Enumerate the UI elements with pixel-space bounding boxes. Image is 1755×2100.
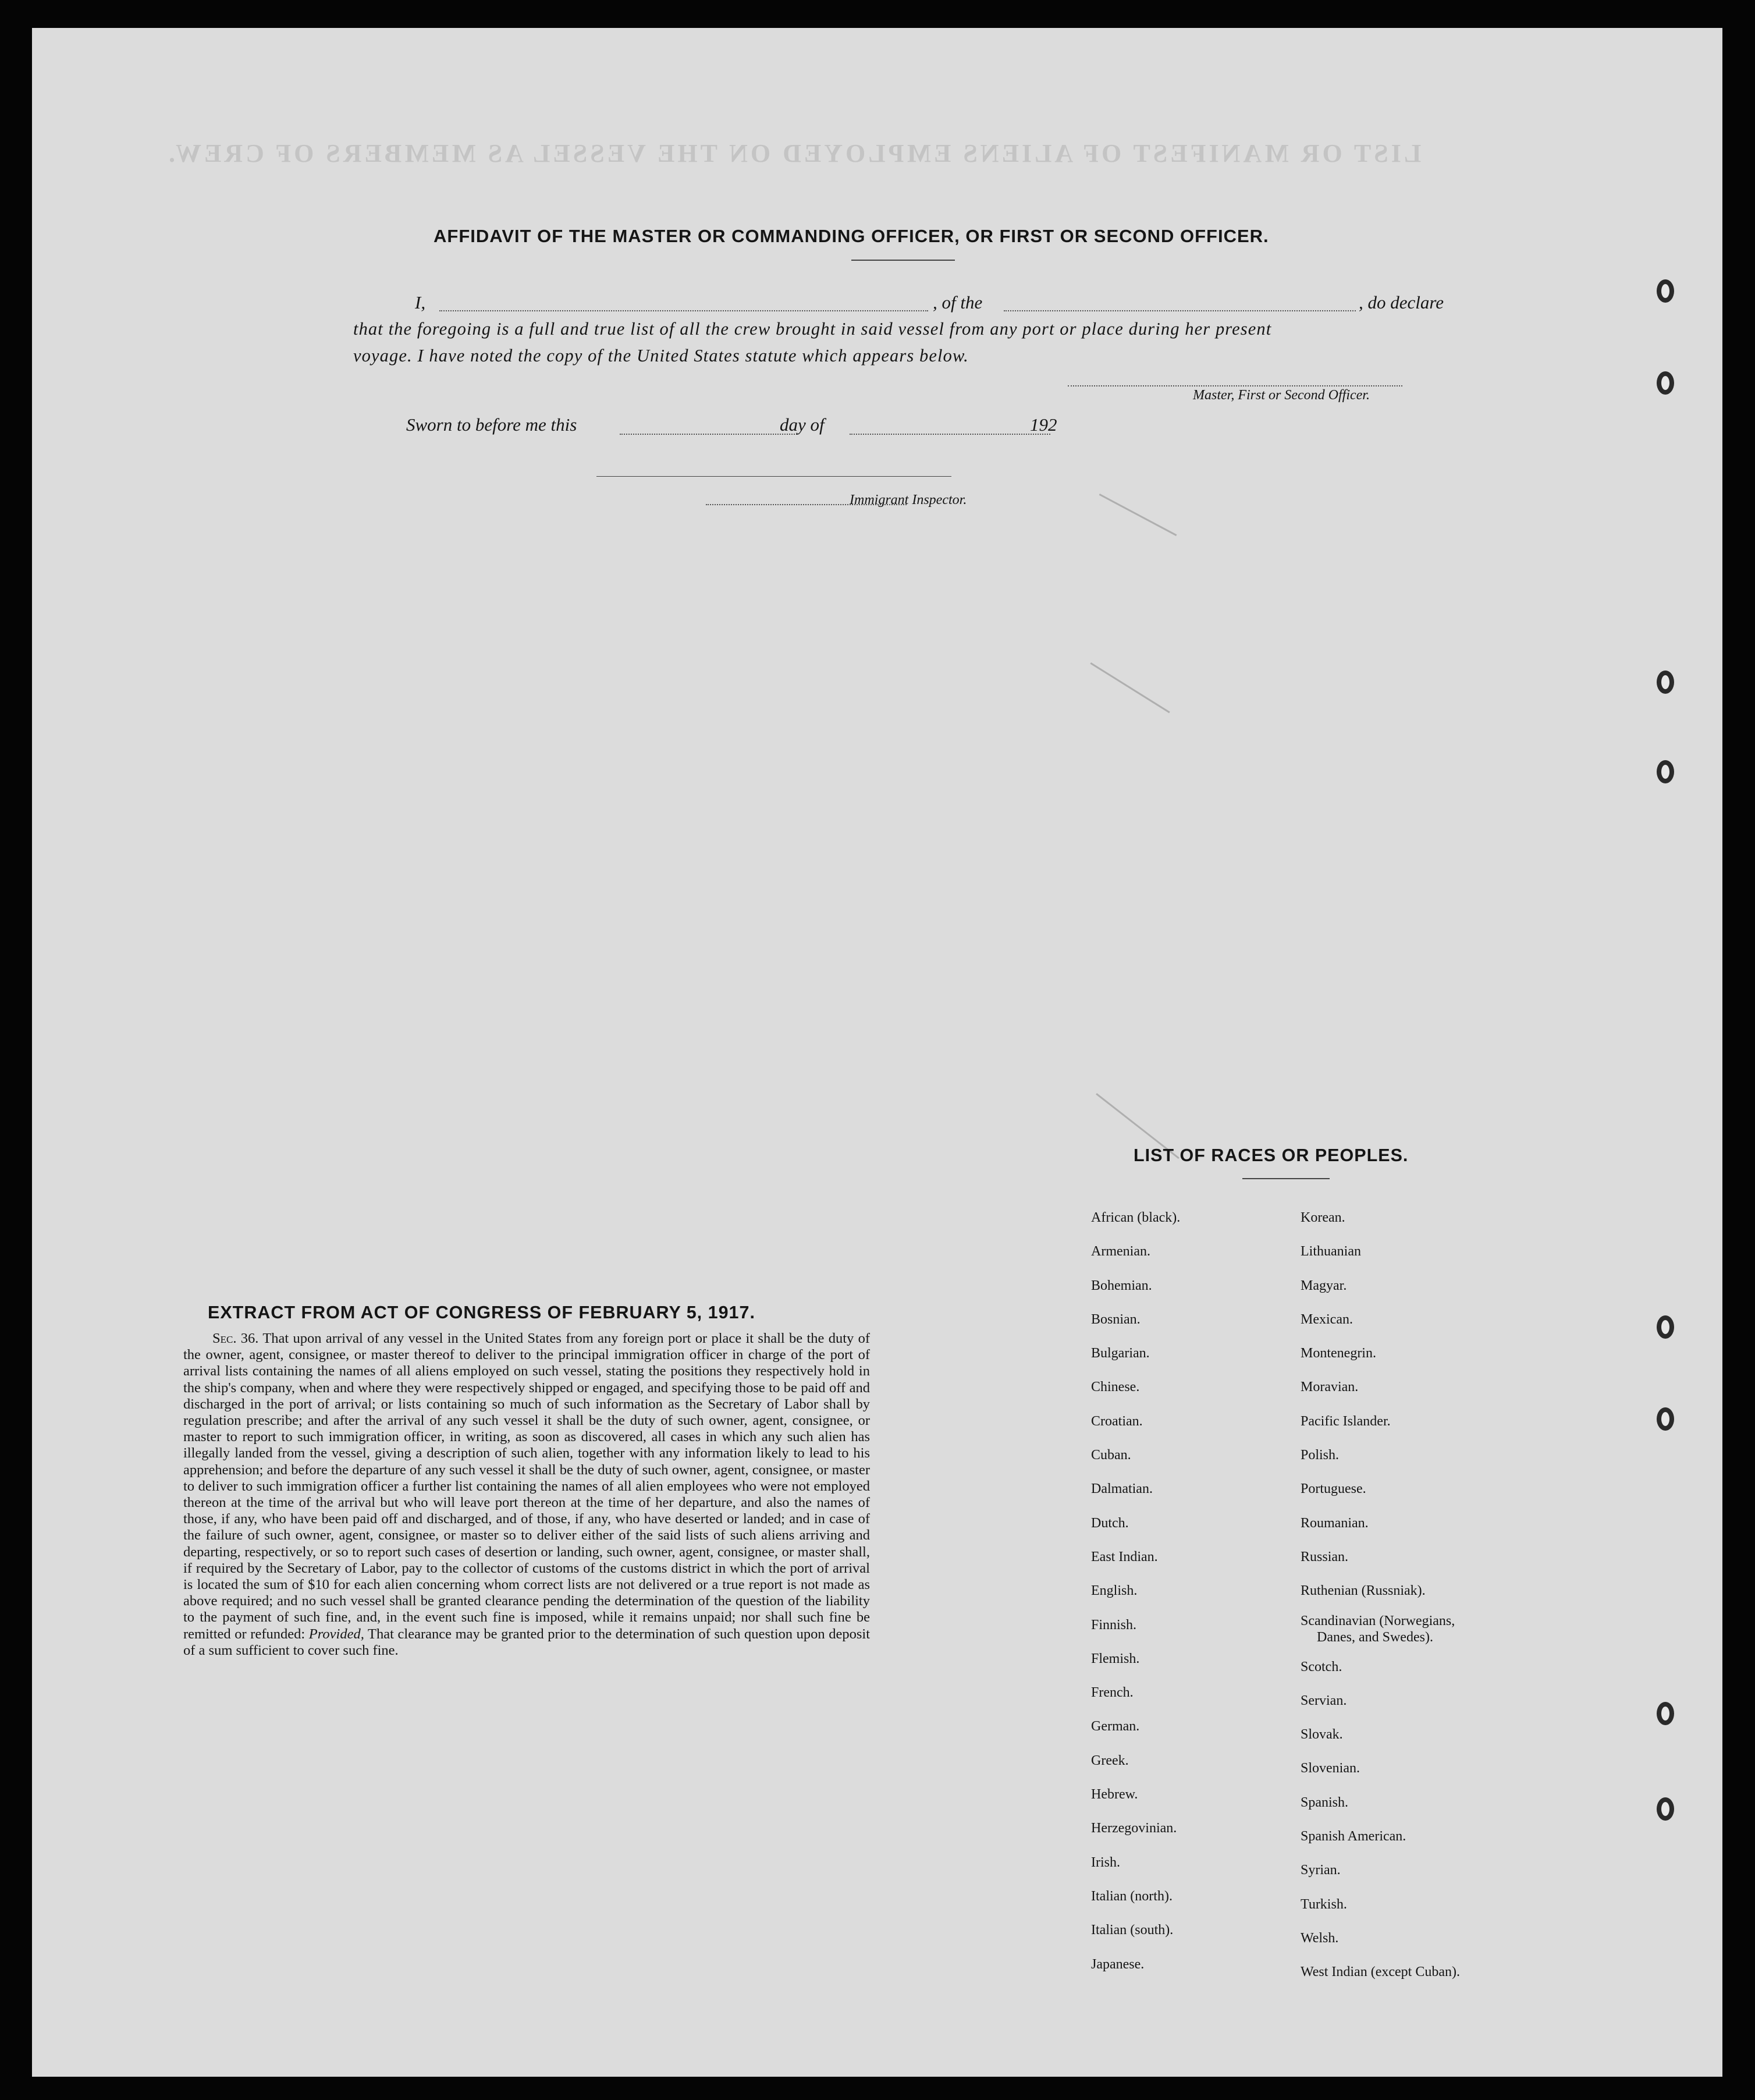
race-entry: Flemish. (1091, 1651, 1140, 1666)
race-entry: Magyar. (1301, 1278, 1347, 1293)
race-entry: French. (1091, 1685, 1134, 1701)
race-entry: Welsh. (1301, 1930, 1339, 1946)
sworn-day-line (620, 434, 797, 435)
race-entry: Slovak. (1301, 1727, 1343, 1743)
race-entry: Armenian. (1091, 1244, 1150, 1260)
affidavit-line2: that the foregoing is a full and true list of all the crew brought in said vessel from any port or place during her present (353, 319, 1272, 339)
document-page (32, 28, 1722, 2077)
binder-hole (1657, 1702, 1674, 1725)
race-entry: Lithuanian (1301, 1244, 1361, 1260)
races-title-underline (1242, 1178, 1330, 1179)
race-entry: Montenegrin. (1301, 1346, 1376, 1361)
race-entry: Russian. (1301, 1549, 1349, 1565)
race-entry: Roumanian. (1301, 1515, 1369, 1531)
race-entry: Scandinavian (Norwegians, (1301, 1613, 1455, 1629)
race-entry: Cuban. (1091, 1448, 1131, 1463)
extract-section-label: Sec. 36. (212, 1331, 259, 1346)
sworn-label: Sworn to before me this (406, 414, 577, 435)
declarant-name-line (439, 310, 928, 311)
race-entry: Mexican. (1301, 1311, 1353, 1327)
binder-hole (1657, 671, 1674, 694)
affidavit-line3: voyage. I have noted the copy of the United States statute which appears below. (353, 346, 969, 366)
sworn-year: 192 (1030, 414, 1057, 435)
binder-hole (1657, 371, 1674, 395)
race-entry: Dutch. (1091, 1515, 1129, 1531)
extract-proviso-text: That clearance may be granted prior to the determination of such question upon deposit of a sum sufficient to cover such fine. (183, 1626, 871, 1658)
race-entry: German. (1091, 1719, 1140, 1734)
race-entry: Bohemian. (1091, 1278, 1152, 1293)
race-entry: Japanese. (1091, 1956, 1145, 1972)
race-entry: Turkish. (1301, 1896, 1347, 1912)
race-entry: Bulgarian. (1091, 1346, 1150, 1361)
race-entry: Korean. (1301, 1210, 1345, 1225)
officer-signature-line (1068, 385, 1402, 386)
extract-title: EXTRACT FROM ACT OF CONGRESS OF FEBRUARY 5, 1917. (208, 1303, 755, 1322)
bleed-through-header: LIST OR MANIFEST OF ALIENS EMPLOYED ON THE VESSEL AS MEMBERS OF CREW. (166, 139, 1422, 168)
officer-signature-label: Master, First or Second Officer. (1193, 388, 1370, 403)
affidavit-title-underline (851, 260, 955, 261)
race-entry: Dalmatian. (1091, 1481, 1153, 1497)
affidavit-title: AFFIDAVIT OF THE MASTER OR COMMANDING OFFICER, OR FIRST OR SECOND OFFICER. (434, 226, 1269, 246)
scan-mark (1099, 494, 1177, 536)
sworn-day-of: day of (780, 414, 825, 435)
race-entry: Hebrew. (1091, 1787, 1138, 1803)
extract-proviso-label: Provided, (308, 1626, 364, 1642)
binder-hole (1657, 760, 1674, 783)
race-entry: Finnish. (1091, 1617, 1137, 1633)
vessel-name-line (1004, 310, 1356, 311)
affidavit-line1-start: I, (415, 292, 426, 313)
race-entry: Bosnian. (1091, 1311, 1141, 1327)
inspector-label: Immigrant Inspector. (850, 492, 967, 508)
binder-hole (1657, 279, 1674, 303)
race-entry: Polish. (1301, 1448, 1340, 1463)
race-entry: Servian. (1301, 1693, 1347, 1708)
binder-hole (1657, 1797, 1674, 1821)
race-entry: Chinese. (1091, 1379, 1140, 1395)
extract-text: That upon arrival of any vessel in the United States from any foreign port or place it shall be the duty of the owner, agent, consignee, or master thereof to deliver to the principal immigration officer in charge of the port of arrival lists containing the names of all aliens employed on such vessel, stating the positions they respectively hold in the ship's company, when and where they were respectively shipped or engaged, and specifying those to be paid off and discharged in the port of arrival; or lists containing so much of such information as the Secretary of Labor shall by regulation prescribe; and after the arrival of any such vessel it shall be the duty of such owner, agent, consignee, or master to report to such immigration officer, in writing, as soon as discovered, all cases in which any such alien has illegally landed from the vessel, giving a description of such alien, together with any information likely to lead to his apprehension; and before the departure of any such vessel it shall be the duty of such owner, agent, consignee, or master to deliver to such immigration officer a further list containing the names of all alien employees who were not employed thereon at the time of the arrival but who will leave port thereon at the time of her departure, and also the names of those, if any, who have been paid off and discharged, and of those, if any, who have deserted or landed; and in case of the failure of such owner, agent, consignee, or master so to deliver either of the said lists of such aliens arriving and departing, respectively, or so to report such cases of desertion or landing, such owner, agent, consignee, or master shall, if required by the Secretary of Labor, pay to the collector of customs of the customs district in which the port of arrival is located the sum of $10 for each alien concerning whom correct lists are not delivered or a true report is not made as above required; and no such vessel shall be granted clearance pending the determination of the question of the liability to the payment of such fine, and, in the event such fine is imposed, while it remains unpaid; nor shall such fine be remitted or refunded: (183, 1331, 871, 1642)
extract-body (183, 1331, 870, 1659)
races-right-column (1301, 1201, 1460, 1989)
races-title: LIST OF RACES OR PEOPLES. (1134, 1145, 1409, 1165)
race-entry: Herzegovinian. (1091, 1821, 1177, 1836)
sworn-month-line (850, 434, 1050, 435)
race-entry: African (black). (1091, 1210, 1181, 1225)
race-entry: Ruthenian (Russniak). (1301, 1583, 1426, 1599)
race-entry: Irish. (1091, 1854, 1120, 1870)
affidavit-line1-end: , do declare (1359, 292, 1444, 313)
race-entry: Spanish American. (1301, 1829, 1406, 1844)
races-left-column (1091, 1201, 1180, 1981)
race-entry: Italian (north). (1091, 1888, 1173, 1904)
race-entry: Danes, and Swedes). (1317, 1629, 1433, 1645)
race-entry: Italian (south). (1091, 1922, 1174, 1938)
race-entry: Portuguese. (1301, 1481, 1366, 1497)
race-entry: Croatian. (1091, 1413, 1143, 1429)
race-entry: West Indian (except Cuban). (1301, 1964, 1460, 1980)
race-entry: Greek. (1091, 1753, 1129, 1768)
race-entry: Syrian. (1301, 1863, 1341, 1878)
race-entry: Spanish. (1301, 1794, 1349, 1810)
scan-mark (1090, 662, 1170, 713)
race-entry: Slovenian. (1301, 1761, 1360, 1776)
binder-hole (1657, 1315, 1674, 1339)
binder-hole (1657, 1407, 1674, 1431)
race-entry: Scotch. (1301, 1659, 1342, 1675)
race-entry: East Indian. (1091, 1549, 1158, 1565)
inspector-upper-line (596, 476, 951, 477)
race-entry: Moravian. (1301, 1379, 1359, 1395)
race-entry: English. (1091, 1583, 1138, 1599)
affidavit-line1-mid: , of the (933, 292, 983, 313)
race-entry: Pacific Islander. (1301, 1413, 1391, 1429)
